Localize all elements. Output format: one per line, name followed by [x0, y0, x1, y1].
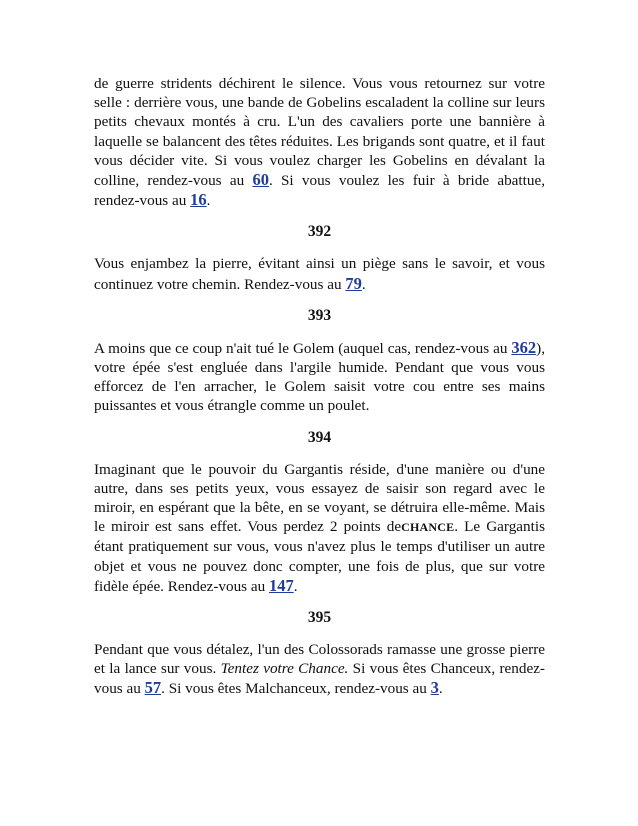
section-number-394: 394: [307, 428, 332, 446]
link-section-57[interactable]: 57: [144, 678, 162, 698]
paragraph-393: A moins que ce coup n'ait tué le Golem (auquel cas, rendez-vous au 362), votre épée s'est engluée dans l'argile humide. Pendant que vous vous efforcez de l'en arracher, le Golem saisit votre cou entre ses mains puissantes et vous étrangle comme un poulet.: [94, 337, 545, 415]
paragraph-395: Pendant que vous détalez, l'un des Colossorads ramasse une grosse pierre et la lance sur vous. Tentez votre Chance. Si vous êtes Chanceux, rendez-vous au 57. Si vous êtes Malchanceux, rendez-vous au 3.: [94, 641, 545, 698]
link-section-60[interactable]: 60: [252, 170, 269, 190]
link-section-362[interactable]: 362: [511, 337, 537, 357]
paragraph-391-continued: de guerre stridents déchirent le silence. Vous vous retournez sur votre selle : derrière vous, une bande de Gobelins escaladent la colline sur leurs petits chevaux montés à cru. L'un des cavaliers porte une bannière à laquelle se balancent des têtes réduites. Les brigands sont quatre, et il faut vous décider vite. Si vous voulez charger les Gobelins en dévalant la colline, rendez-vous au 60. Si vous voulez les fuir à bride abattue, rendez-vous au 16.: [94, 75, 545, 210]
book-page: [94, 74, 545, 699]
section-number-395: 395: [307, 609, 332, 627]
link-section-147[interactable]: 147: [269, 575, 294, 595]
test-luck-instruction: Tentez votre Chance.: [220, 660, 349, 678]
section-number-393: 393: [307, 306, 332, 324]
paragraph-394: Imaginant que le pouvoir du Gargantis réside, d'une manière ou d'une autre, dans ses petits yeux, vous essayez de saisir son regard avec le miroir, en espérant que la bête, en se voyant, se détruira elle-même. Mais le miroir est sans effet. Vous perdez 2 points deCHANCE. Le Gargantis étant pratiquement sur vous, vous n'avez plus le temps d'utiliser un autre objet et vous ne pouvez donc compter, une fois de plus, que sur votre fidèle épée. Rendez-vous au 147.: [94, 460, 545, 595]
link-section-3[interactable]: 3: [430, 678, 439, 698]
paragraph-392: Vous enjambez la pierre, évitant ainsi un piège sans le savoir, et vous continuez votre chemin. Rendez-vous au 79.: [94, 255, 545, 293]
link-section-79[interactable]: 79: [345, 273, 362, 293]
section-number-392: 392: [307, 223, 332, 241]
link-section-16[interactable]: 16: [190, 190, 207, 210]
chance-stat-label: CHANCE: [401, 520, 455, 535]
